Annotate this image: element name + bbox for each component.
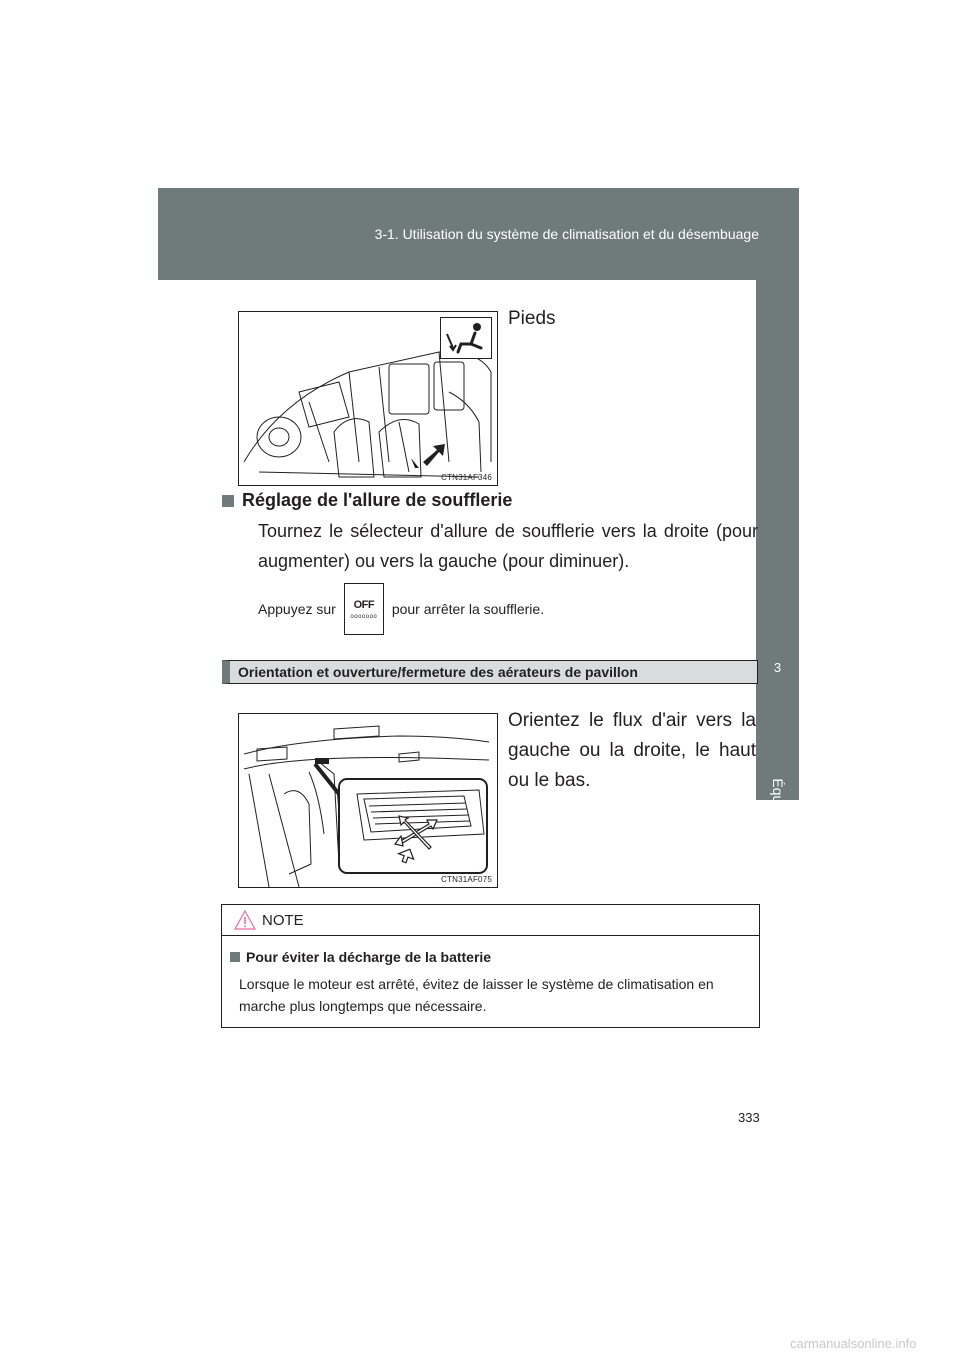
feet-airflow-illustration bbox=[238, 311, 498, 486]
figure-code: CTN31AF075 bbox=[441, 875, 492, 884]
roof-vent-description: Orientez le flux d'air vers la gauche ou la droite, le haut ou le bas. bbox=[508, 710, 756, 791]
note-body: Lorsque le moteur est arrêté, évitez de laisser le système de climatisation en marche plus longtemps que nécessaire. bbox=[239, 976, 714, 1014]
fan-speed-heading bbox=[222, 490, 512, 511]
off-instruction bbox=[258, 583, 544, 635]
roof-vent-illustration bbox=[238, 713, 498, 888]
page-number: 333 bbox=[738, 1110, 760, 1125]
roof-vent-drawing bbox=[239, 714, 497, 887]
fan-speed-description: Tournez le sélecteur d'allure de soufflerie vers la droite (pour augmenter) ou vers la gauche (pour diminuer). bbox=[258, 521, 758, 571]
note-header bbox=[222, 905, 759, 936]
chapter-label: Équipements intérieurs bbox=[770, 778, 786, 922]
note-label: NOTE bbox=[262, 911, 304, 929]
chapter-label-wrap bbox=[760, 700, 796, 1000]
chapter-header bbox=[158, 188, 799, 280]
bullet-square-icon bbox=[222, 495, 234, 507]
note-subheading-text: Pour éviter la décharge de la batterie bbox=[246, 949, 492, 965]
watermark: carmanualsonline.info bbox=[790, 1336, 917, 1351]
bullet-square-icon bbox=[230, 952, 240, 962]
off-suffix: pour arrêter la soufflerie. bbox=[391, 601, 545, 617]
chapter-number: 3 bbox=[773, 660, 782, 675]
off-button-icon bbox=[344, 583, 384, 635]
roof-vent-section-heading: Orientation et ouverture/fermeture des aérateurs de pavillon bbox=[222, 660, 758, 684]
off-prefix: Appuyez sur bbox=[258, 601, 336, 617]
off-button-dots: ooooooo bbox=[350, 613, 378, 620]
chapter-title: 3-1. Utilisation du système de climatisation et du désembuage bbox=[374, 226, 759, 242]
mode-label: Pieds bbox=[508, 308, 556, 329]
fan-speed-heading-text: Réglage de l'allure de soufflerie bbox=[242, 490, 513, 510]
feet-airflow-icon bbox=[440, 317, 492, 359]
note-subheading bbox=[230, 949, 491, 965]
chapter-side-tab[interactable] bbox=[756, 280, 799, 922]
figure-code: CTN31AF346 bbox=[441, 473, 492, 482]
note-box bbox=[221, 904, 760, 1028]
off-button-label: OFF bbox=[353, 598, 375, 611]
warning-triangle-icon bbox=[234, 910, 256, 930]
